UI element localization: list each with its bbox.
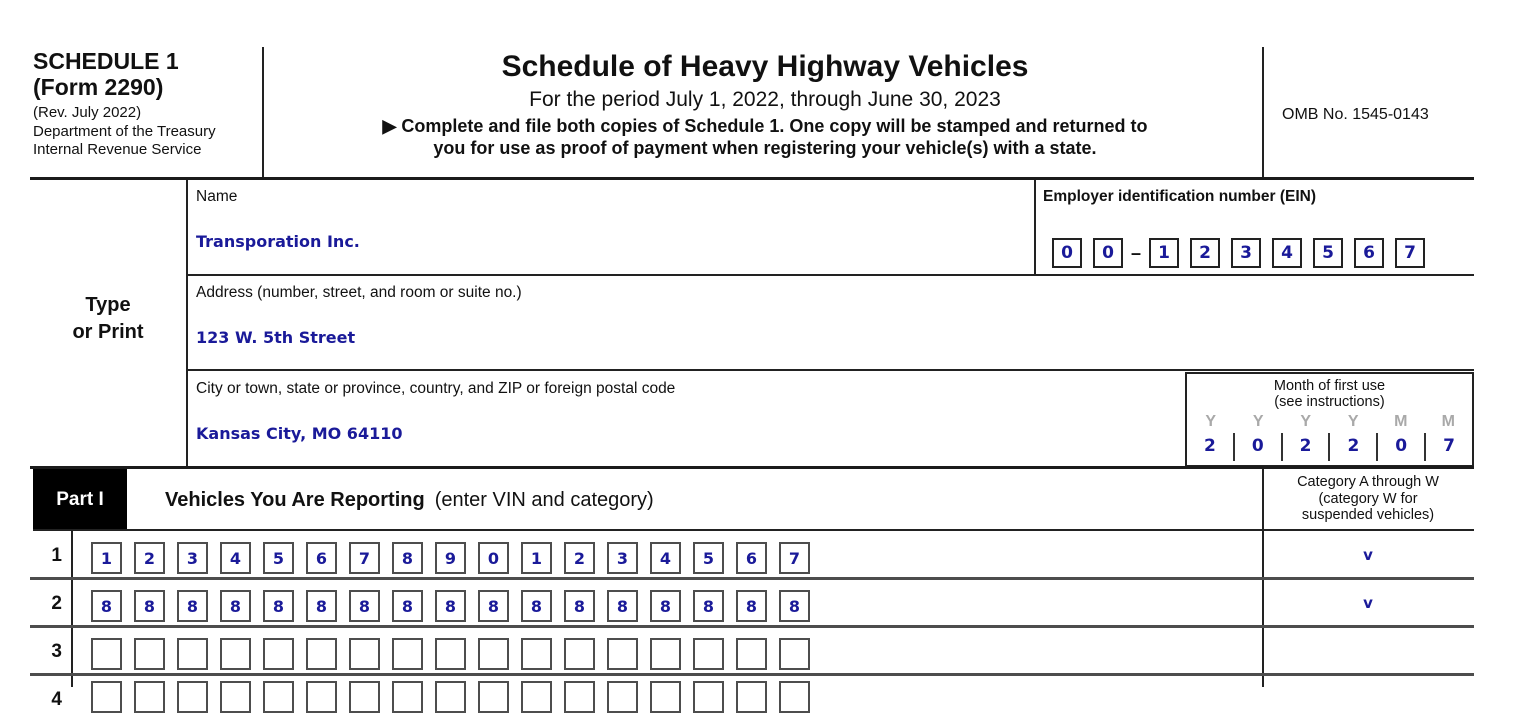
instruction-line-1: Complete and file both copies of Schedule 1. One copy will be stamped and returned to: [401, 116, 1148, 136]
vin-char-box[interactable]: [392, 638, 423, 670]
vin-char-box[interactable]: 8: [177, 590, 208, 622]
month-of-first-use-box: [1185, 372, 1474, 467]
vin-char-box[interactable]: 8: [134, 590, 165, 622]
vin-char-box[interactable]: 8: [220, 590, 251, 622]
vin-char-box[interactable]: 8: [392, 542, 423, 574]
city-label: City or town, state or province, country, and ZIP or foreign postal code: [196, 380, 676, 397]
month-of-first-use-input: [1187, 433, 1472, 461]
vin-char-box[interactable]: [693, 638, 724, 670]
vin-char-box[interactable]: [521, 681, 552, 713]
ein-label: Employer identification number (EIN): [1043, 188, 1316, 205]
vin-row-4: [0, 675, 1513, 723]
agency-line-1: Department of the Treasury: [33, 123, 216, 140]
ein-digit-box[interactable]: 5: [1313, 238, 1343, 268]
ein-digit-box[interactable]: 3: [1231, 238, 1261, 268]
vin-row-2: [0, 579, 1513, 627]
vin-char-box[interactable]: [435, 681, 466, 713]
city-input[interactable]: Kansas City, MO 64110: [196, 424, 403, 443]
vin-char-box[interactable]: 8: [263, 590, 294, 622]
ein-digit-box[interactable]: 6: [1354, 238, 1384, 268]
vin-input: [91, 542, 810, 574]
vin-char-box[interactable]: [91, 638, 122, 670]
vin-char-box[interactable]: 8: [564, 590, 595, 622]
vin-char-box[interactable]: [650, 681, 681, 713]
vin-row-1: [0, 531, 1513, 579]
ein-input: [1052, 238, 1425, 268]
type-or-print-label: Type or Print: [72, 294, 144, 343]
name-row-rule: [186, 274, 1474, 276]
form-id-block: [33, 48, 261, 159]
ein-dash: –: [1131, 242, 1142, 263]
part1-top-rule: [30, 466, 1474, 469]
vin-char-box[interactable]: [607, 638, 638, 670]
ein-digit-box[interactable]: 2: [1190, 238, 1220, 268]
month-digit-cell[interactable]: 0: [1233, 433, 1281, 461]
vin-char-box[interactable]: 8: [435, 590, 466, 622]
vin-char-box[interactable]: [220, 681, 251, 713]
month-format-letters: Y Y Y Y M M: [1205, 413, 1455, 430]
part1-badge: Part I: [33, 469, 127, 531]
header-bottom-rule: [30, 177, 1474, 180]
vin-char-box[interactable]: 8: [478, 590, 509, 622]
address-input[interactable]: 123 W. 5th Street: [196, 328, 356, 347]
agency-line-2: Internal Revenue Service: [33, 141, 202, 158]
category-input[interactable]: v: [1363, 594, 1373, 612]
ein-digit-box[interactable]: 0: [1093, 238, 1123, 268]
vin-char-box[interactable]: [693, 681, 724, 713]
vin-char-box[interactable]: 3: [607, 542, 638, 574]
revision-label: (Rev. July 2022): [33, 104, 142, 121]
month-of-first-use-title: Month of first use (see instructions): [1273, 378, 1386, 410]
ein-digit-box[interactable]: 7: [1395, 238, 1425, 268]
vin-char-box[interactable]: 9: [435, 542, 466, 574]
part1-title: Vehicles You Are Reporting (enter VIN and category): [165, 489, 654, 511]
vin-char-box[interactable]: 8: [736, 590, 767, 622]
vin-char-box[interactable]: 6: [736, 542, 767, 574]
form-title: Schedule of Heavy Highway Vehicles: [501, 50, 1029, 83]
form-title-block: [268, 50, 1262, 159]
vin-char-box[interactable]: [349, 681, 380, 713]
vin-input: [91, 590, 810, 622]
vin-char-box[interactable]: [779, 681, 810, 713]
vin-char-box[interactable]: [306, 638, 337, 670]
vin-char-box[interactable]: [349, 638, 380, 670]
form-number-label: (Form 2290): [33, 74, 164, 100]
vin-char-box[interactable]: [134, 681, 165, 713]
vin-char-box[interactable]: 7: [349, 542, 380, 574]
vin-char-box[interactable]: 8: [693, 590, 724, 622]
schedule-label: SCHEDULE 1: [33, 48, 179, 74]
vin-char-box[interactable]: [478, 681, 509, 713]
vin-char-box[interactable]: 8: [521, 590, 552, 622]
vin-char-box[interactable]: 8: [306, 590, 337, 622]
vin-char-box[interactable]: 5: [693, 542, 724, 574]
vin-char-box[interactable]: [263, 681, 294, 713]
category-input[interactable]: v: [1363, 546, 1373, 564]
month-digit-cell[interactable]: 2: [1203, 436, 1216, 456]
vin-char-box[interactable]: [521, 638, 552, 670]
vin-char-box[interactable]: [564, 681, 595, 713]
month-digit-cell[interactable]: 0: [1376, 433, 1424, 461]
name-column-divider: [186, 180, 188, 467]
header-divider-left: [262, 47, 264, 179]
form-instructions: [268, 115, 1262, 159]
vin-char-box[interactable]: 3: [177, 542, 208, 574]
vin-char-box[interactable]: [779, 638, 810, 670]
row-number: 3: [51, 641, 62, 662]
row-number: 1: [51, 545, 62, 566]
ein-column-divider: [1034, 180, 1036, 276]
vin-char-box[interactable]: 8: [91, 590, 122, 622]
vin-char-box[interactable]: [177, 638, 208, 670]
vin-row-3: [0, 627, 1513, 675]
vin-char-box[interactable]: [177, 681, 208, 713]
vin-char-box[interactable]: 8: [392, 590, 423, 622]
ein-digit-box[interactable]: 1: [1149, 238, 1179, 268]
vin-char-box[interactable]: [91, 681, 122, 713]
vin-char-box[interactable]: [478, 638, 509, 670]
row-number: 4: [51, 689, 62, 710]
month-digit-cell[interactable]: 2: [1281, 433, 1329, 461]
vin-char-box[interactable]: [564, 638, 595, 670]
name-label: Name: [196, 188, 238, 205]
vin-char-box[interactable]: [134, 638, 165, 670]
vin-char-box[interactable]: 8: [349, 590, 380, 622]
address-label: Address (number, street, and room or suite no.): [196, 284, 522, 301]
vin-char-box[interactable]: 2: [564, 542, 595, 574]
vin-char-box[interactable]: 5: [263, 542, 294, 574]
vin-char-box[interactable]: [220, 638, 251, 670]
vin-char-box[interactable]: 1: [521, 542, 552, 574]
ein-digit-box[interactable]: 4: [1272, 238, 1302, 268]
name-input[interactable]: Transporation Inc.: [196, 232, 360, 251]
vin-input: [91, 681, 810, 713]
vin-char-box[interactable]: 4: [220, 542, 251, 574]
arrow-icon: ▶: [382, 116, 397, 136]
vin-char-box[interactable]: 4: [650, 542, 681, 574]
vin-char-box[interactable]: [435, 638, 466, 670]
month-digit-cell[interactable]: 7: [1424, 433, 1472, 461]
ein-digit-box[interactable]: 0: [1052, 238, 1082, 268]
vin-char-box[interactable]: [306, 681, 337, 713]
vin-char-box[interactable]: [650, 638, 681, 670]
vin-char-box[interactable]: 8: [779, 590, 810, 622]
instruction-line-2: you for use as proof of payment when registering your vehicle(s) with a state.: [433, 138, 1097, 158]
vin-char-box[interactable]: [607, 681, 638, 713]
vin-input: [91, 638, 810, 670]
vin-char-box[interactable]: 7: [779, 542, 810, 574]
vin-char-box[interactable]: [263, 638, 294, 670]
vin-char-box[interactable]: 8: [650, 590, 681, 622]
header-divider-right: [1262, 47, 1264, 179]
vin-char-box[interactable]: 8: [607, 590, 638, 622]
form-period: For the period July 1, 2022, through June 30, 2023: [529, 88, 1001, 111]
row-number: 2: [51, 593, 62, 614]
vin-char-box[interactable]: 2: [134, 542, 165, 574]
vin-char-box[interactable]: [392, 681, 423, 713]
address-row-rule: [186, 369, 1474, 371]
category-column-header: Category A through W (category W for suspended vehicles): [1297, 474, 1439, 523]
vin-char-box[interactable]: [736, 681, 767, 713]
omb-number: OMB No. 1545-0143: [1282, 106, 1429, 123]
vin-char-box[interactable]: 0: [478, 542, 509, 574]
vin-char-box[interactable]: [736, 638, 767, 670]
vin-char-box[interactable]: 6: [306, 542, 337, 574]
vin-char-box[interactable]: 1: [91, 542, 122, 574]
month-digit-cell[interactable]: 2: [1328, 433, 1376, 461]
